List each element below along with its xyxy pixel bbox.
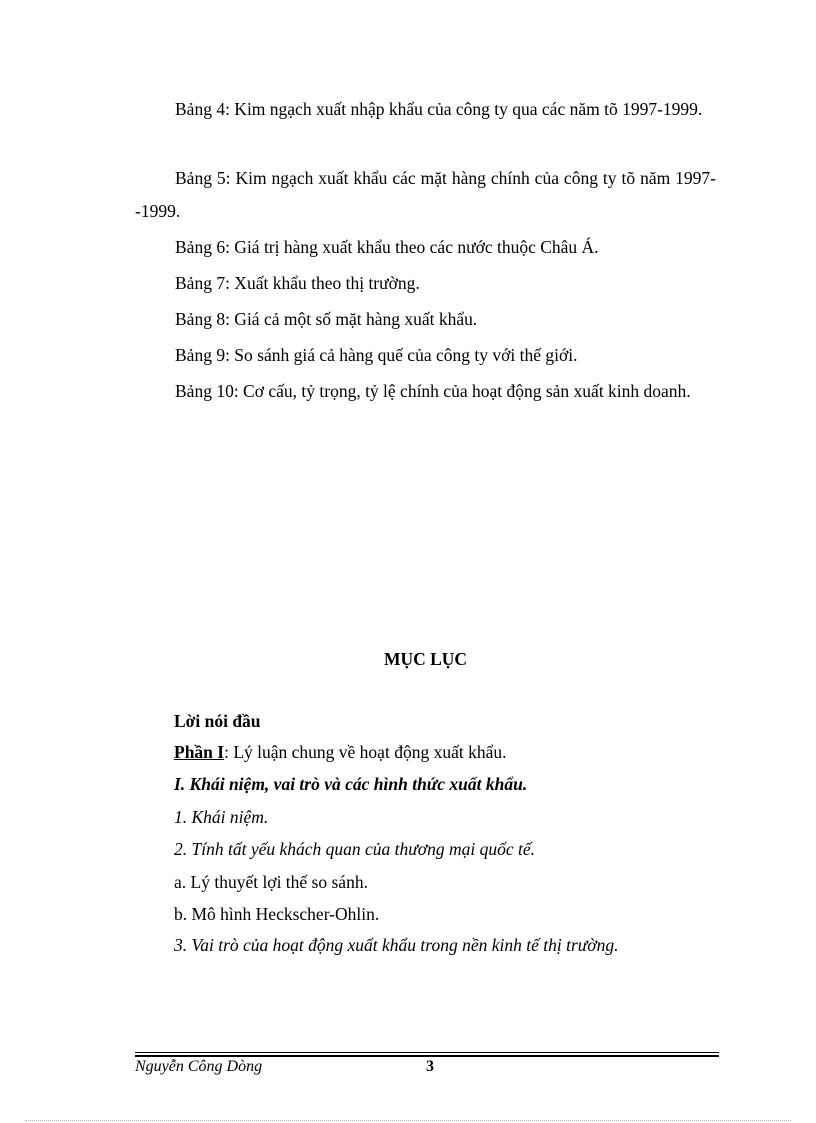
toc-part-1-label: Phần I <box>174 742 225 762</box>
footer-author: Nguyễn Công Dòng <box>135 1058 263 1075</box>
toc-item-1: 1. Khái niệm. <box>174 807 269 827</box>
table-list-item-9: Bảng 9: So sánh giá cả hàng quế của công ty với thế giới. <box>175 345 578 365</box>
toc-preface: Lời nói đầu <box>174 711 261 731</box>
table-list-item-10: Bảng 10: Cơ cấu, tỷ trọng, tỷ lệ chính của hoạt động sản xuất kinh doanh. <box>175 381 691 401</box>
table-list-item-5: Bảng 5: Kim ngạch xuất khẩu các mặt hàng chính của công ty tõ năm 1997--1999. <box>135 168 716 221</box>
toc-item-3: 3. Vai trò của hoạt động xuất khẩu trong nền kinh tế thị trường. <box>174 935 619 955</box>
table-list-item-7: Bảng 7: Xuất khẩu theo thị trường. <box>175 273 420 293</box>
toc-section-1: I. Khái niệm, vai trò và các hình thức xuất khẩu. <box>174 774 528 794</box>
footer-rule-thin <box>135 1052 719 1053</box>
toc-title: MỤC LỤC <box>383 649 468 669</box>
toc-item-2: 2. Tính tất yếu khách quan của thương mại quốc tế. <box>174 839 536 859</box>
table-list-item-6: Bảng 6: Giá trị hàng xuất khẩu theo các nước thuộc Châu Á. <box>175 237 599 257</box>
footer-page-number: 3 <box>426 1058 434 1075</box>
toc-item-2b: b. Mô hình Heckscher-Ohlin. <box>174 904 380 924</box>
toc-part-1 <box>174 741 506 763</box>
page-bottom-divider <box>25 1120 791 1121</box>
toc-part-1-text: : Lý luận chung về hoạt động xuất khẩu. <box>224 742 507 762</box>
table-list-item-8: Bảng 8: Giá cả một số mặt hàng xuất khẩu. <box>175 309 478 329</box>
toc-item-2a: a. Lý thuyết lợi thế so sánh. <box>174 872 368 892</box>
table-list-item-4: Bảng 4: Kim ngạch xuất nhập khẩu của công ty qua các năm tõ 1997-1999. <box>175 99 703 119</box>
